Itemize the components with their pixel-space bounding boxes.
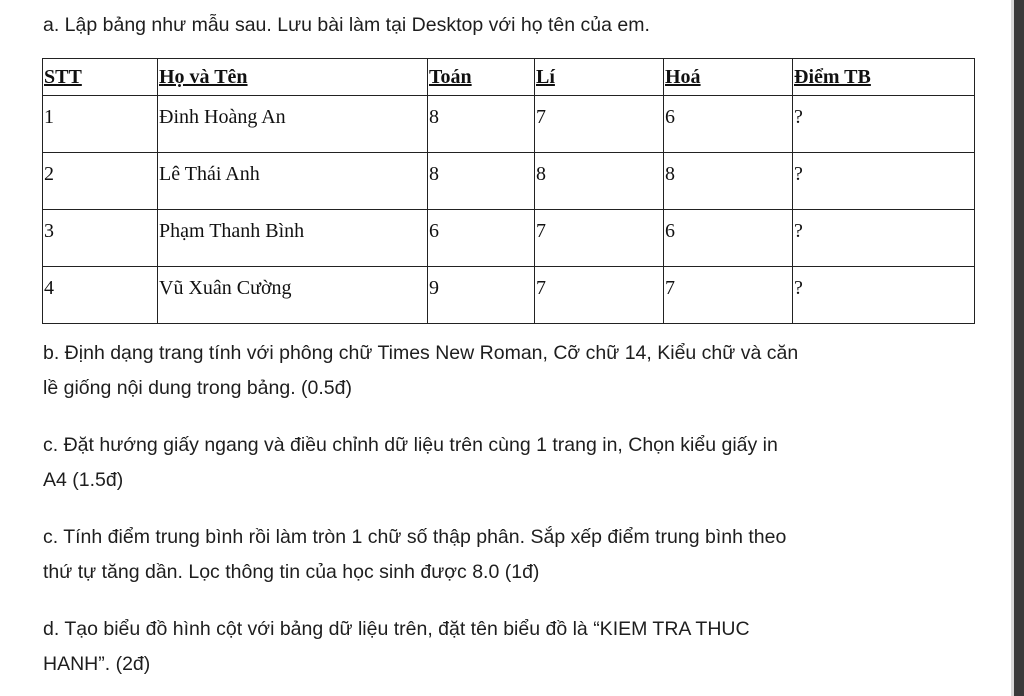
cell-stt: 1 bbox=[43, 96, 158, 153]
cell-average: ? bbox=[793, 267, 975, 324]
cell-math: 8 bbox=[428, 153, 535, 210]
task-c2-line-1: c. Tính điểm trung bình rồi làm tròn 1 chữ số thập phân. Sắp xếp điểm trung bình theo bbox=[43, 526, 787, 548]
cell-stt: 4 bbox=[43, 267, 158, 324]
cell-name: Vũ Xuân Cường bbox=[158, 267, 428, 324]
task-d-line-1: d. Tạo biểu đồ hình cột với bảng dữ liệu trên, đặt tên biểu đồ là “KIEM TRA THUC bbox=[43, 618, 750, 640]
task-c1-text bbox=[43, 428, 778, 498]
table-row bbox=[43, 210, 975, 267]
table-row bbox=[43, 153, 975, 210]
task-b-text bbox=[43, 336, 798, 406]
header-chemistry: Hoá bbox=[664, 59, 793, 96]
task-d-line-2: HANH”. (2đ) bbox=[43, 653, 151, 675]
cell-physics: 7 bbox=[535, 267, 664, 324]
cell-physics: 8 bbox=[535, 153, 664, 210]
intro-line: a. Lập bảng như mẫu sau. Lưu bài làm tại Desktop với họ tên của em. bbox=[43, 14, 650, 36]
header-math: Toán bbox=[428, 59, 535, 96]
cell-physics: 7 bbox=[535, 96, 664, 153]
cell-chemistry: 7 bbox=[664, 267, 793, 324]
task-b-line-1: b. Định dạng trang tính với phông chữ Times New Roman, Cỡ chữ 14, Kiểu chữ và căn bbox=[43, 342, 799, 364]
task-b-line-2: lề giống nội dung trong bảng. (0.5đ) bbox=[43, 377, 352, 399]
task-c1-line-1: c. Đặt hướng giấy ngang và điều chỉnh dữ liệu trên cùng 1 trang in, Chọn kiểu giấy in bbox=[43, 434, 778, 456]
cell-math: 6 bbox=[428, 210, 535, 267]
cell-chemistry: 6 bbox=[664, 96, 793, 153]
header-average: Điểm TB bbox=[793, 59, 975, 96]
cell-name: Phạm Thanh Bình bbox=[158, 210, 428, 267]
table-header-row bbox=[43, 59, 975, 96]
cell-average: ? bbox=[793, 153, 975, 210]
task-c2-text bbox=[43, 520, 786, 590]
cell-name: Lê Thái Anh bbox=[158, 153, 428, 210]
cell-name: Đinh Hoàng An bbox=[158, 96, 428, 153]
cell-physics: 7 bbox=[535, 210, 664, 267]
header-name: Họ và Tên bbox=[158, 59, 428, 96]
cell-math: 8 bbox=[428, 96, 535, 153]
cell-chemistry: 6 bbox=[664, 210, 793, 267]
task-c1-line-2: A4 (1.5đ) bbox=[43, 469, 124, 491]
header-physics: Lí bbox=[535, 59, 664, 96]
right-edge-bar bbox=[1014, 0, 1024, 696]
cell-stt: 2 bbox=[43, 153, 158, 210]
cell-average: ? bbox=[793, 96, 975, 153]
cell-chemistry: 8 bbox=[664, 153, 793, 210]
grades-table bbox=[42, 58, 975, 324]
cell-stt: 3 bbox=[43, 210, 158, 267]
table-row bbox=[43, 267, 975, 324]
cell-math: 9 bbox=[428, 267, 535, 324]
table-row bbox=[43, 96, 975, 153]
intro-text bbox=[43, 8, 650, 43]
cell-average: ? bbox=[793, 210, 975, 267]
task-d-text bbox=[43, 612, 750, 682]
task-c2-line-2: thứ tự tăng dần. Lọc thông tin của học sinh được 8.0 (1đ) bbox=[43, 561, 540, 583]
header-stt: STT bbox=[43, 59, 158, 96]
